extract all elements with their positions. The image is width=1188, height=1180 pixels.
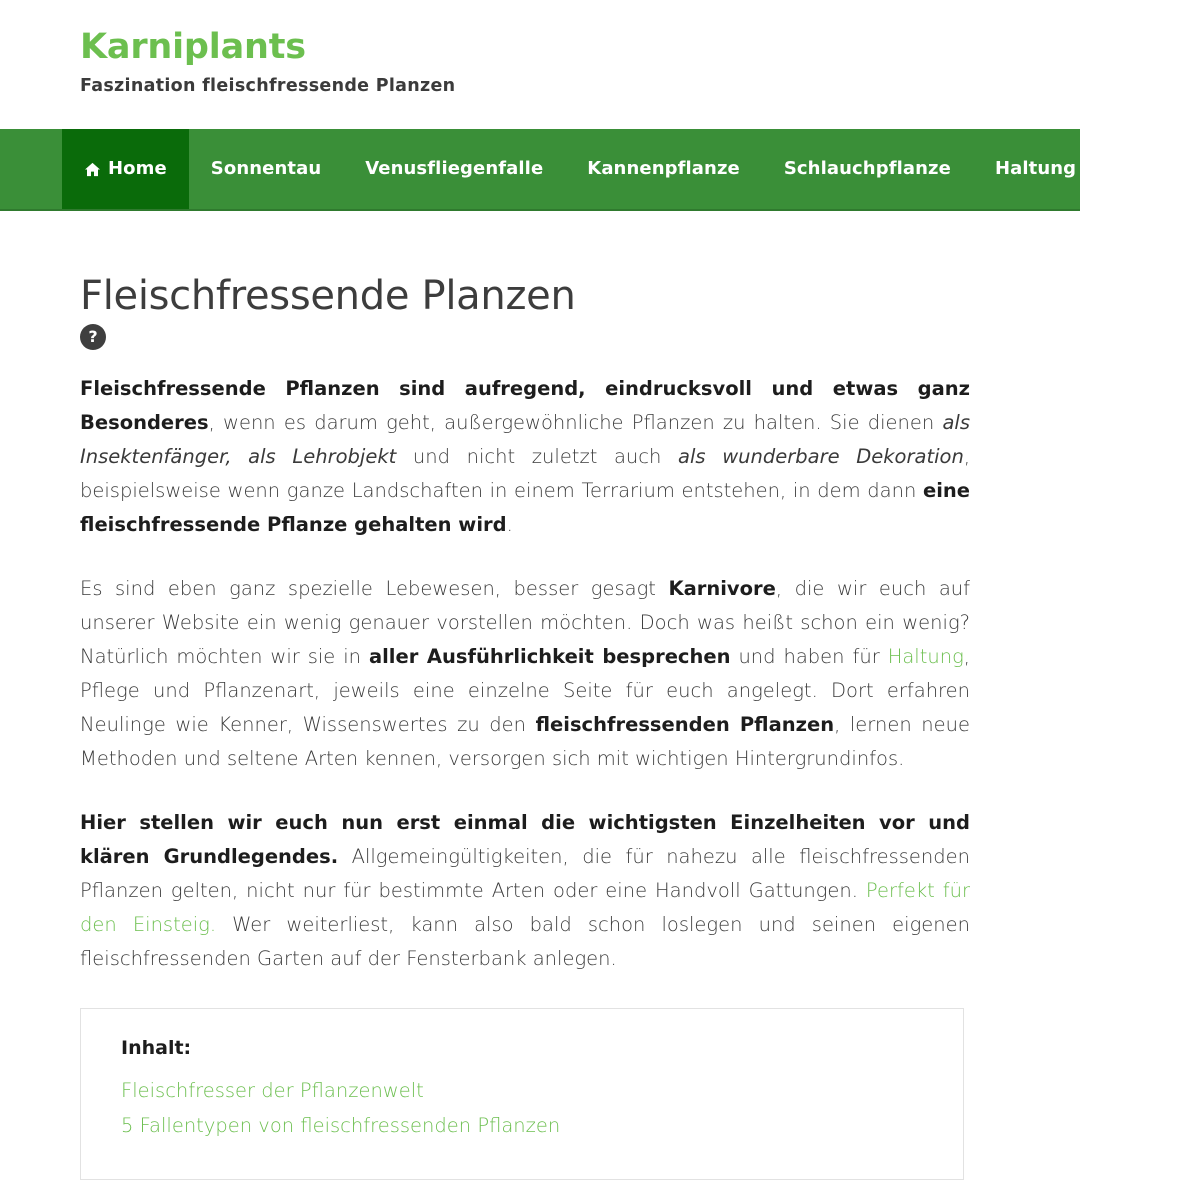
nav-item-blog[interactable] <box>1098 129 1188 209</box>
p3-text-1: Allgemeingültigkeiten, die für nahezu alle fleischfressenden Pflanzen gelten, nicht nur für bestimmte Arten oder eine Handvoll Gattungen. <box>80 844 971 902</box>
p3-text-2: Wer weiterliest, kann also bald schon loslegen und seinen eigenen fleischfressenden Garten auf der Fensterbank anlegen. <box>80 912 970 970</box>
p2-text-4: , Pflege und Pflanzenart, jeweils eine einzelne Seite für euch angelegt. Dort erfahren Neulinge wie Kenner, Wissenswertes zu den <box>80 644 970 736</box>
table-of-contents <box>80 1008 964 1180</box>
p2-bold-2: aller Ausführlichkeit besprechen <box>368 644 731 668</box>
p1-text-4: . <box>506 512 513 536</box>
p1-text-1: , wenn es darum geht, außergewöhnliche Pflanzen zu halten. Sie dienen <box>208 410 943 434</box>
home-icon <box>84 162 101 177</box>
link-haltung[interactable]: Haltung <box>887 644 964 668</box>
toc-heading: Inhalt: <box>121 1036 192 1059</box>
link-perfekt-fuer-den-einsteig[interactable]: Perfekt für den Einsteig. <box>80 878 970 936</box>
p2-text-1: Es sind eben ganz spezielle Lebewesen, besser gesagt <box>80 576 669 600</box>
nav-item-sonnentau[interactable] <box>189 129 343 209</box>
nav-item-sonnentau-label: Sonnentau <box>210 158 322 179</box>
intro-paragraph-1 <box>80 372 970 542</box>
p1-text-2: und nicht zuletzt auch <box>396 444 679 468</box>
help-badge-icon[interactable]: ? <box>80 324 106 350</box>
page-title: Fleischfressende Planzen <box>80 272 576 319</box>
p1-bold-2: eine fleischfressende Pflanze gehalten wird <box>80 478 970 536</box>
nav-item-kannenpflanze[interactable] <box>565 129 762 209</box>
nav-item-home-label: Home <box>108 158 167 179</box>
nav-item-haltung-label: Haltung <box>994 158 1077 179</box>
p2-bold-3: fleischfressenden Pflanzen <box>535 712 835 736</box>
p2-text-3: und haben für <box>730 644 888 668</box>
p1-italic-2: als wunderbare Dekoration <box>678 444 964 468</box>
p1-text-3: , beispielsweise wenn ganze Landschaften in einem Terrarium entstehen, in dem dann <box>80 444 971 502</box>
nav-item-haltung[interactable] <box>973 129 1098 209</box>
intro-paragraph-3 <box>80 806 970 976</box>
p1-italic-1: als Insektenfänger, als Lehrobjekt <box>80 410 970 468</box>
nav-item-schlauchpflanze[interactable] <box>762 129 973 209</box>
nav-item-kannenpflanze-label: Kannenpflanze <box>587 158 740 179</box>
main-navigation <box>0 129 1166 211</box>
nav-item-blog-label: Blog <box>1120 158 1166 179</box>
p1-bold-1: Fleischfressende Pflanzen sind aufregend, eindrucksvoll und etwas ganz Besonderes <box>80 376 970 434</box>
main-content <box>0 273 1080 1180</box>
site-title[interactable]: Karniplants <box>80 27 306 67</box>
p2-bold-1: Karnivore <box>668 576 776 600</box>
p3-bold-1: Hier stellen wir euch nun erst einmal die wichtigsten Einzelheiten vor und klären Grundlegendes. <box>80 810 970 868</box>
site-header <box>0 0 1080 96</box>
p2-text-5: , lernen neue Methoden und seltene Arten kennen, versorgen sich mit wichtigen Hintergrundinfos. <box>80 712 970 770</box>
site-tagline: Faszination fleischfressende Planzen <box>80 75 456 96</box>
nav-item-venusfliegenfalle[interactable] <box>343 129 565 209</box>
nav-item-venusfliegenfalle-label: Venusfliegenfalle <box>365 158 544 179</box>
toc-link-1[interactable]: Fleischfresser der Pflanzenwelt <box>121 1078 424 1102</box>
nav-item-schlauchpflanze-label: Schlauchpflanze <box>783 158 951 179</box>
p2-text-2: , die wir euch auf unserer Website ein wenig genauer vorstellen möchten. Doch was heißt schon ein wenig? Natürlich möchten wir sie in <box>80 576 971 668</box>
intro-paragraph-2 <box>80 572 970 776</box>
nav-item-home[interactable] <box>62 129 189 209</box>
toc-link-2[interactable]: 5 Fallentypen von fleischfressenden Pflanzen <box>121 1113 561 1137</box>
